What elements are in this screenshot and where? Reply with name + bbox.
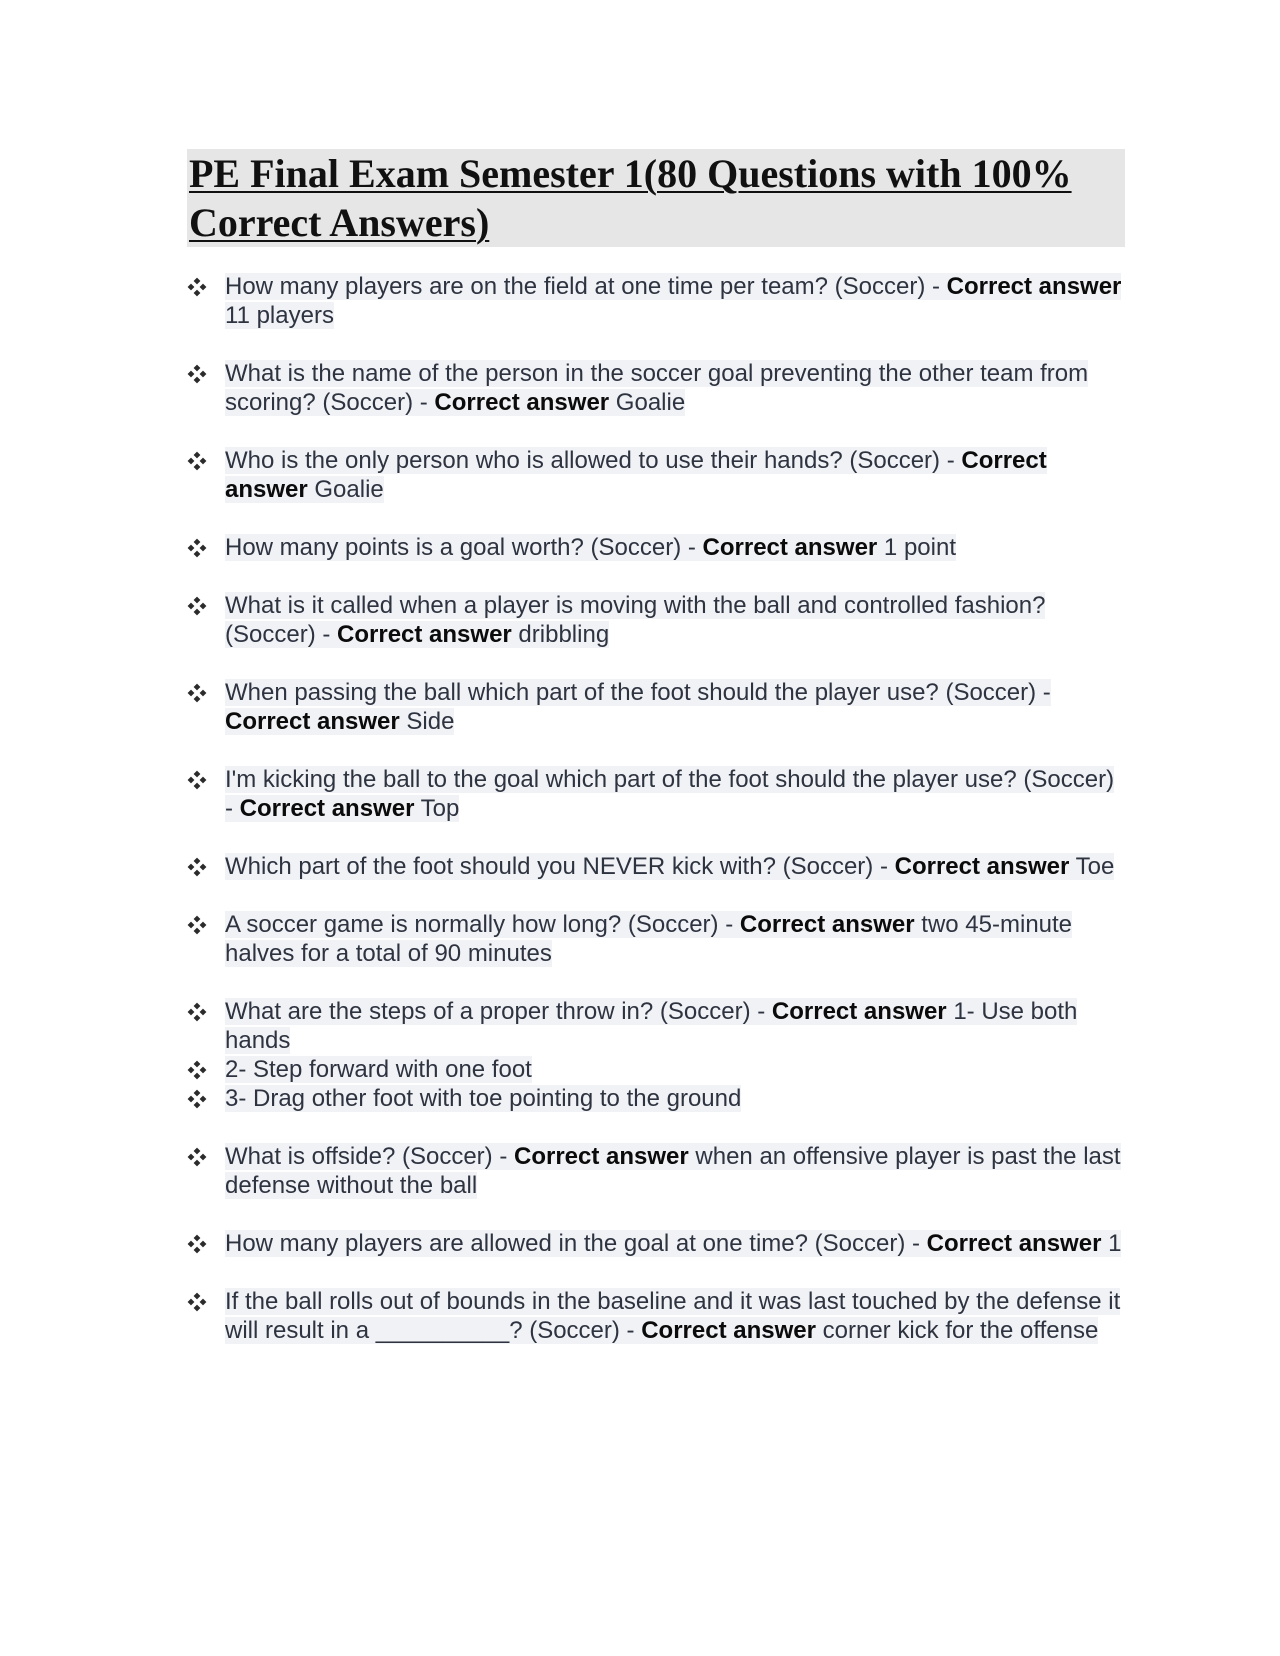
answer-text: Toe: [1069, 853, 1115, 880]
question-text: I'm kicking the ball to the goal which part of the foot should the player use? (Soccer) -: [225, 766, 1115, 822]
item-text: [225, 1288, 1120, 1344]
item-text: [225, 853, 1114, 880]
item-text: [225, 447, 1047, 503]
list-item: [187, 1287, 1127, 1345]
answer-text: Goalie: [609, 389, 686, 416]
answer-label: Correct answer: [239, 795, 415, 822]
list-item: [187, 1055, 1127, 1084]
answer-label: Correct answer: [225, 447, 1047, 503]
four-diamond-bullet-icon: [187, 1002, 207, 1022]
list-item: [187, 591, 1127, 649]
four-diamond-bullet-icon: [187, 596, 207, 616]
four-diamond-bullet-icon: [187, 1292, 207, 1312]
item-text: [225, 1085, 741, 1112]
answer-label: Correct answer: [641, 1317, 816, 1344]
answer-label: Correct answer: [926, 1230, 1102, 1257]
answer-text: when an offensive player is past the last defense without the ball: [225, 1143, 1121, 1199]
question-text: When passing the ball which part of the foot should the player use? (Soccer) -: [225, 679, 1051, 706]
item-text: [225, 679, 1051, 735]
four-diamond-bullet-icon: [187, 770, 207, 790]
answer-label: Correct answer: [513, 1143, 689, 1170]
list-item: [187, 272, 1127, 330]
answer-text: dribbling: [511, 621, 610, 648]
answer-label: Correct answer: [894, 853, 1070, 880]
list-item: [187, 678, 1127, 736]
list-item: [187, 1084, 1127, 1113]
list-item: [187, 765, 1127, 823]
answer-label: Correct answer: [739, 911, 915, 938]
four-diamond-bullet-icon: [187, 857, 207, 877]
question-text: If the ball rolls out of bounds in the baseline and it was last touched by the defense it will result in a __________? (Soccer) -: [225, 1288, 1121, 1344]
item-text: [225, 360, 1088, 416]
list-item: [187, 1229, 1127, 1258]
answer-text: corner kick for the offense: [815, 1317, 1099, 1344]
list-item: [187, 446, 1127, 504]
answer-text: 1 point: [877, 534, 956, 561]
answer-label: Correct answer: [771, 998, 947, 1025]
answer-label: Correct answer: [434, 389, 610, 416]
question-text: A soccer game is normally how long? (Soccer) -: [225, 911, 740, 938]
question-text: What is offside? (Soccer) -: [225, 1143, 514, 1170]
item-text: [225, 998, 1077, 1054]
answer-text: 1: [1101, 1230, 1122, 1257]
four-diamond-bullet-icon: [187, 364, 207, 384]
question-text: Which part of the foot should you NEVER kick with? (Soccer) -: [225, 853, 895, 880]
question-text: How many players are on the field at one time per team? (Soccer) -: [225, 273, 947, 300]
four-diamond-bullet-icon: [187, 451, 207, 471]
question-text: How many points is a goal worth? (Soccer) -: [225, 534, 703, 561]
question-text: Who is the only person who is allowed to use their hands? (Soccer) -: [225, 447, 962, 474]
item-text: [225, 592, 1045, 648]
question-text: How many players are allowed in the goal at one time? (Soccer) -: [225, 1230, 927, 1257]
answer-text: 11 players: [225, 302, 334, 329]
page-title-block: [187, 149, 1125, 247]
four-diamond-bullet-icon: [187, 683, 207, 703]
answer-label: Correct answer: [946, 273, 1122, 300]
four-diamond-bullet-icon: [187, 538, 207, 558]
list-item: [187, 852, 1127, 881]
list-item: [187, 533, 1127, 562]
item-text: [225, 1143, 1121, 1199]
list-item: [187, 359, 1127, 417]
page-title: PE Final Exam Semester 1(80 Questions with 100% Correct Answers): [189, 151, 1072, 245]
list-item: [187, 910, 1127, 968]
item-text: [225, 1056, 532, 1083]
item-text: [225, 766, 1114, 822]
item-text: [225, 534, 956, 561]
answer-label: Correct answer: [225, 708, 400, 735]
four-diamond-bullet-icon: [187, 277, 207, 297]
item-text: [225, 911, 1072, 967]
list-item: [187, 1142, 1127, 1200]
question-text: What is it called when a player is moving with the ball and controlled fashion? (Soccer) -: [225, 592, 1046, 648]
answer-text: two 45-minute halves for a total of 90 minutes: [225, 911, 1073, 967]
four-diamond-bullet-icon: [187, 915, 207, 935]
four-diamond-bullet-icon: [187, 1147, 207, 1167]
question-text: What is the name of the person in the soccer goal preventing the other team from scoring? (Soccer) -: [225, 360, 1089, 416]
item-text: [225, 1230, 1121, 1257]
list-item: [187, 997, 1127, 1055]
item-continuation-text: 2- Step forward with one foot: [225, 1056, 532, 1083]
question-text: What are the steps of a proper throw in? (Soccer) -: [225, 998, 772, 1025]
question-list: [187, 272, 1127, 1345]
answer-text: Top: [414, 795, 460, 822]
answer-label: Correct answer: [337, 621, 512, 648]
answer-text: Side: [399, 708, 455, 735]
answer-label: Correct answer: [702, 534, 878, 561]
item-text: [225, 273, 1121, 329]
item-continuation-text: 3- Drag other foot with toe pointing to the ground: [225, 1085, 742, 1112]
four-diamond-bullet-icon: [187, 1089, 207, 1109]
four-diamond-bullet-icon: [187, 1060, 207, 1080]
answer-text: 1- Use both hands: [225, 998, 1078, 1054]
four-diamond-bullet-icon: [187, 1234, 207, 1254]
answer-text: Goalie: [307, 476, 384, 503]
